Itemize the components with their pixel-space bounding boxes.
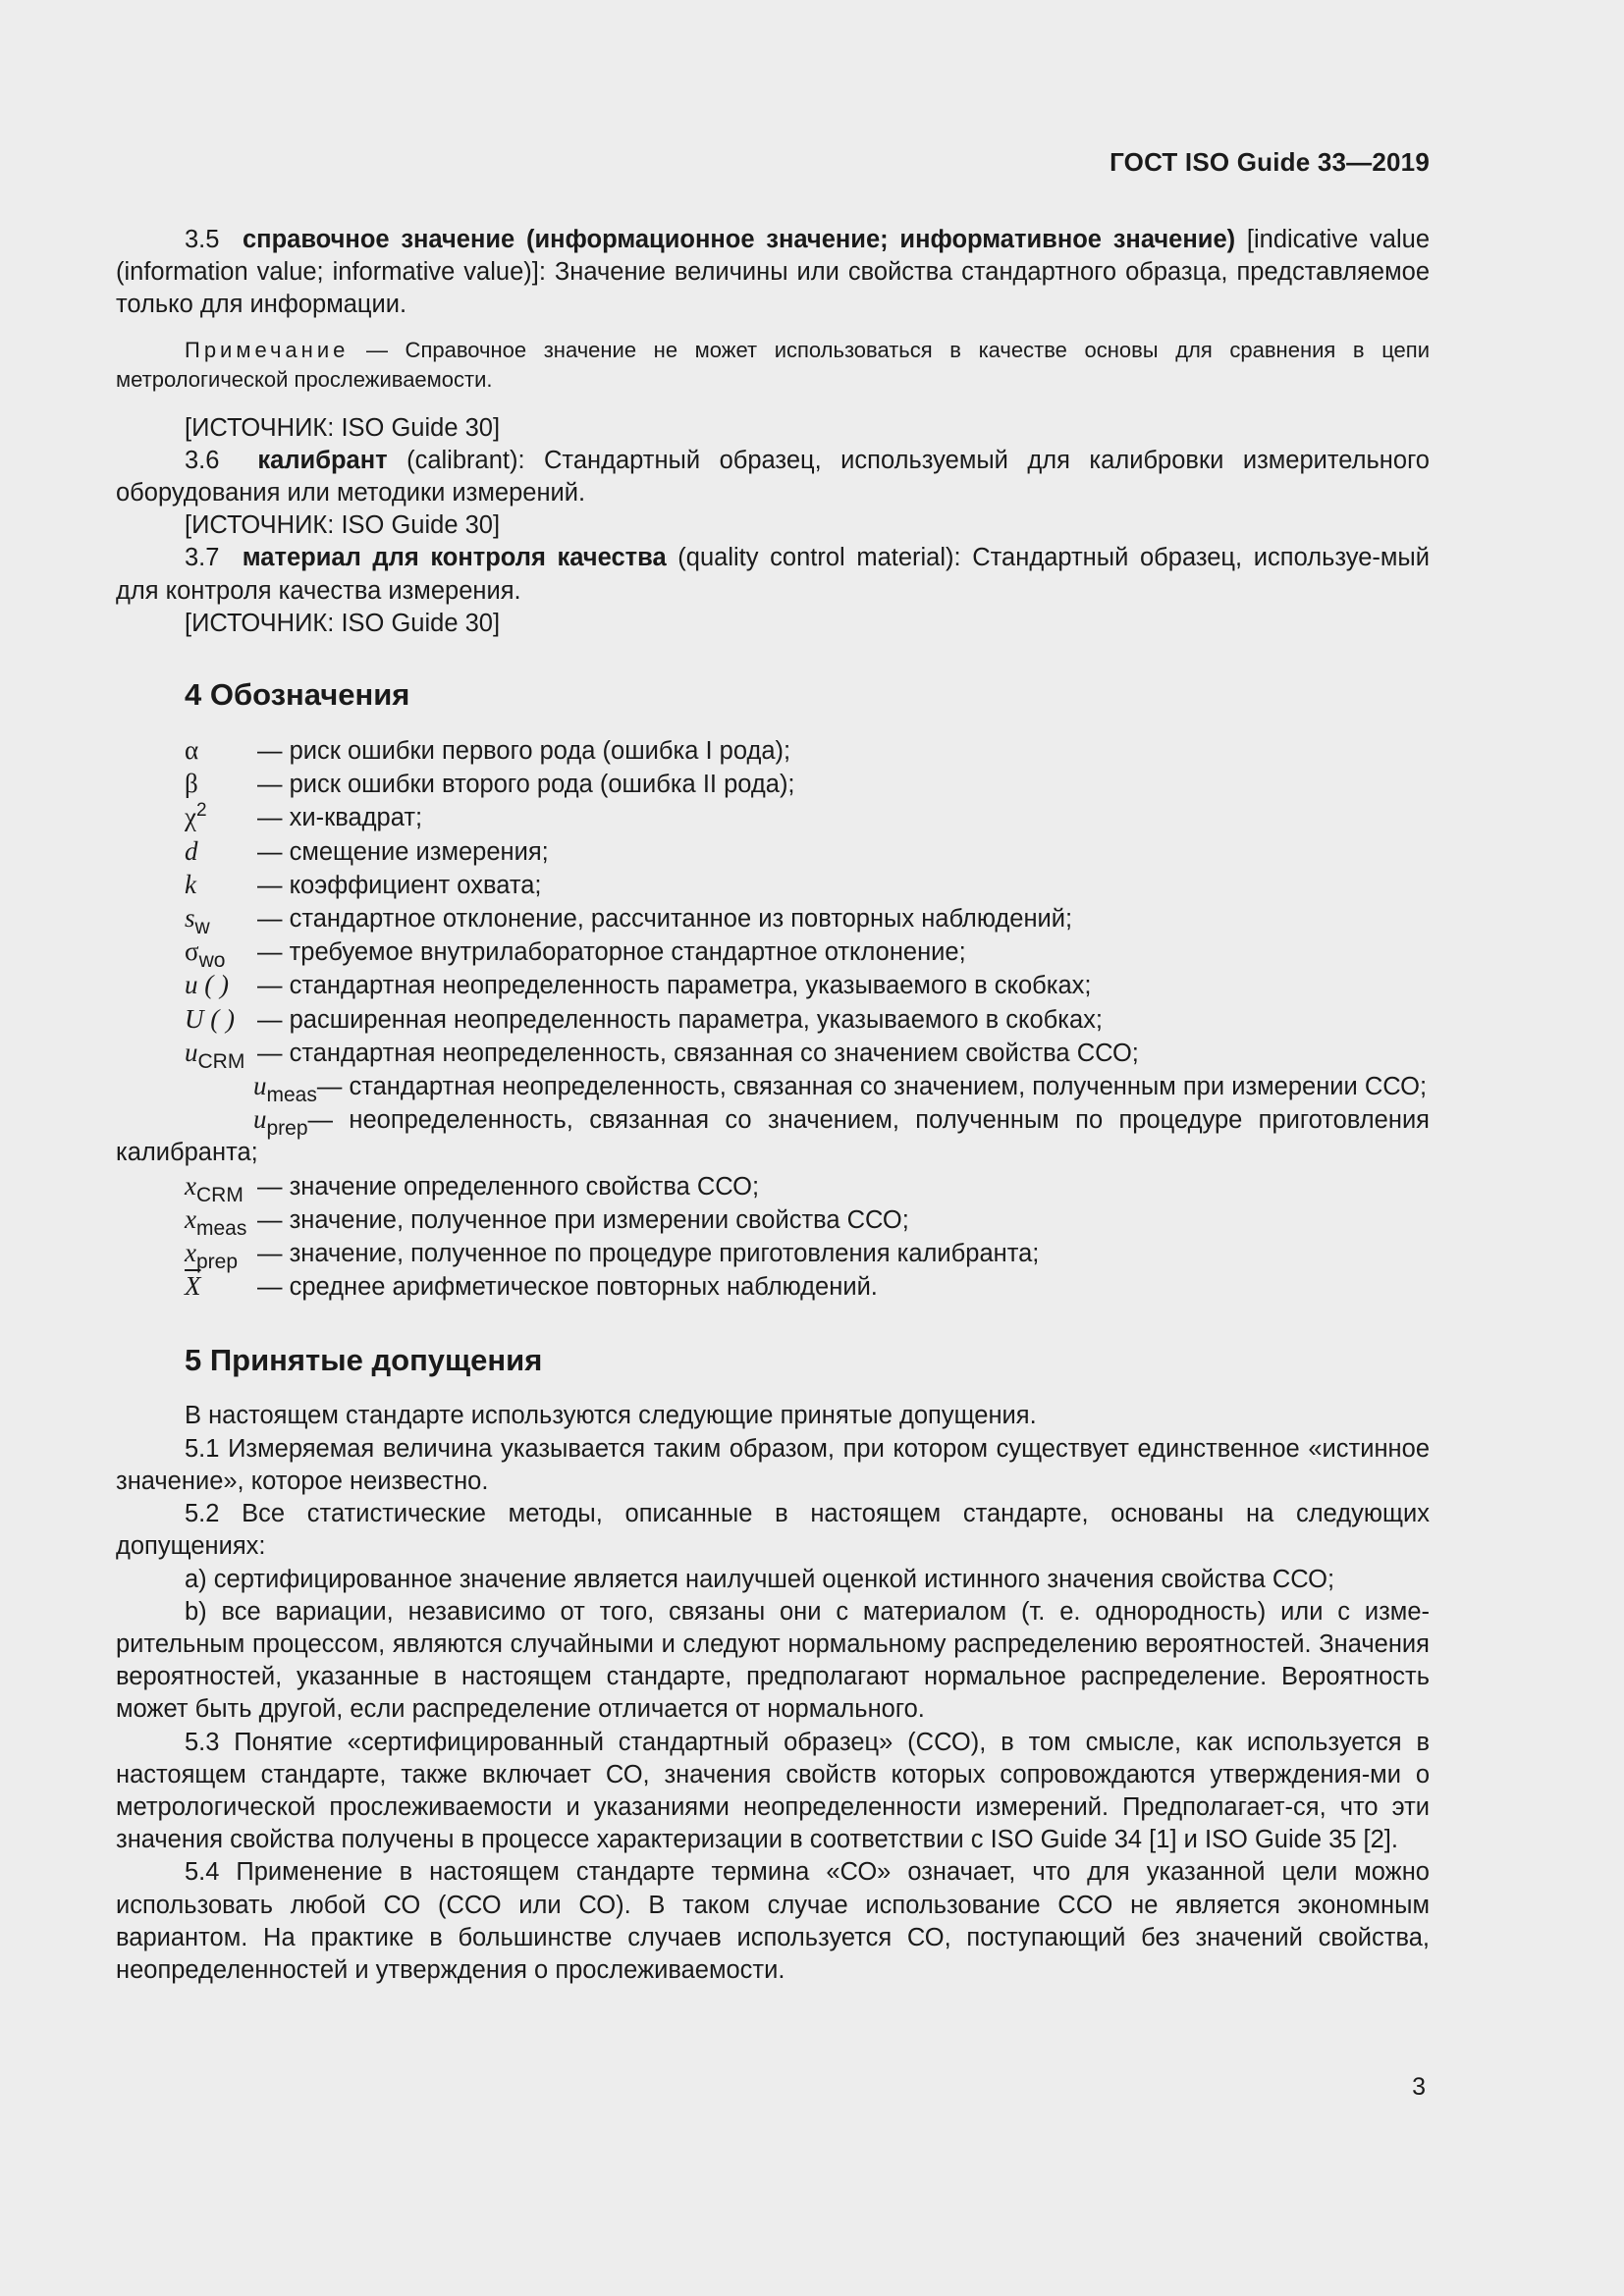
note-text: — Справочное значение не может использоваться в качестве основы для сравнения в цепи метрологической прослеживаемости. bbox=[116, 337, 1430, 392]
symbol-description: — стандартное отклонение, рассчитанное из повторных наблюдений; bbox=[257, 905, 1073, 934]
section-4-heading: 4 Обозначения bbox=[185, 677, 410, 713]
symbol-description: — смещение измерения; bbox=[257, 837, 549, 866]
symbol-base: x bbox=[185, 1238, 196, 1268]
symbol-base: u ( ) bbox=[185, 970, 229, 1000]
symbol bbox=[185, 969, 257, 1001]
symbol-description: — риск ошибки первого рода (ошибка I рода); bbox=[257, 737, 791, 766]
symbol-description: — значение, полученное по процедуре приготовления калибранта; bbox=[257, 1240, 1040, 1268]
symbol-description: — неопределенность, связанная со значением, полученным по процедуре приготовления калибранта; bbox=[116, 1106, 1430, 1167]
source-reference: [ИСТОЧНИК: ISO Guide 30] bbox=[185, 511, 501, 540]
symbol-base: u bbox=[253, 1104, 267, 1135]
symbol-description: — значение, полученное при измерении свойства ССО; bbox=[257, 1205, 909, 1234]
definition-3-7 bbox=[116, 542, 1430, 607]
page-number: 3 bbox=[1412, 2073, 1426, 2101]
source-reference: [ИСТОЧНИК: ISO Guide 30] bbox=[185, 413, 501, 442]
definition-text: [indicative value (information value; informative value)]: Значение величины или свойства стандартного образца, представляемое только для информации. bbox=[116, 226, 1430, 319]
symbol-row bbox=[116, 1170, 1430, 1206]
symbol-row bbox=[116, 1270, 1430, 1304]
symbol-base: k bbox=[185, 869, 196, 899]
symbol bbox=[185, 1037, 257, 1073]
symbol-base: σ bbox=[185, 936, 199, 967]
symbol-base: d bbox=[185, 835, 198, 866]
definition-number: 3.5 bbox=[185, 226, 220, 253]
symbol-base: u bbox=[253, 1071, 267, 1101]
symbol bbox=[185, 1237, 257, 1274]
symbol-description: — значение определенного свойства ССО; bbox=[257, 1172, 760, 1201]
symbol bbox=[185, 1170, 257, 1206]
section-5-paragraph: В настоящем стандарте используются следующие принятые допущения. bbox=[185, 1402, 1037, 1430]
section-5-body bbox=[116, 1400, 1430, 1987]
section-5-heading: 5 Принятые допущения bbox=[185, 1343, 543, 1378]
symbol-row bbox=[116, 869, 1430, 902]
symbol-subscript: w bbox=[194, 916, 210, 939]
section-5-paragraph: 5.1 Измеряемая величина указывается таким образом, при котором существует единственное «истинное значение», которое неизвестно. bbox=[116, 1434, 1430, 1495]
symbol-row bbox=[116, 835, 1430, 869]
symbol-base: β bbox=[185, 769, 198, 799]
definition-3-5 bbox=[116, 224, 1430, 322]
symbol-row bbox=[116, 1070, 1430, 1107]
symbol-row bbox=[116, 801, 1430, 834]
symbol-base: U ( ) bbox=[185, 1003, 235, 1034]
symbol-description: — хи-квадрат; bbox=[257, 804, 423, 832]
symbol-description: — стандартная неопределенность, связанная со значением свойства ССО; bbox=[257, 1039, 1139, 1067]
symbol-subscript: prep bbox=[266, 1117, 308, 1141]
source-reference: [ИСТОЧНИК: ISO Guide 30] bbox=[185, 609, 501, 637]
symbol bbox=[185, 935, 257, 973]
symbol-row bbox=[116, 969, 1430, 1002]
symbol-base: χ bbox=[185, 802, 196, 832]
symbol-description: — стандартная неопределенность, связанная со значением, полученным при измерении ССО; bbox=[316, 1073, 1428, 1101]
symbol-subscript: wo bbox=[198, 949, 226, 973]
symbol bbox=[185, 1003, 257, 1036]
symbol-description: — стандартная неопределенность параметра, указываемого в скобках; bbox=[257, 972, 1092, 1000]
section-5-paragraph: a) сертифицированное значение является наилучшей оценкой истинного значения свойства ССО; bbox=[185, 1565, 1335, 1593]
symbol bbox=[185, 1203, 257, 1240]
document-body bbox=[116, 224, 1430, 1987]
symbol-row bbox=[116, 1003, 1430, 1037]
definition-number: 3.6 bbox=[185, 446, 220, 474]
symbol bbox=[185, 801, 257, 833]
definition-3-6 bbox=[116, 445, 1430, 509]
symbol-row bbox=[116, 902, 1430, 939]
symbol bbox=[185, 734, 257, 767]
symbol bbox=[185, 1103, 308, 1141]
symbol-description: — расширенная неопределенность параметра, указываемого в скобках; bbox=[257, 1005, 1103, 1034]
symbol-superscript: 2 bbox=[195, 800, 207, 822]
symbol bbox=[185, 835, 257, 868]
symbol-base: $\overline{X}$ bbox=[185, 1271, 201, 1302]
symbol-subscript: CRM bbox=[197, 1049, 245, 1073]
definition-term: материал для контроля качества bbox=[242, 544, 667, 572]
definition-text: (calibrant): Стандартный образец, используемый для калибровки измерительного оборудования или методики измерений. bbox=[116, 446, 1430, 507]
symbol-base: α bbox=[185, 735, 199, 766]
symbol-base: u bbox=[185, 1037, 198, 1067]
section-5-paragraph: 5.2 Все статистические методы, описанные в настоящем стандарте, основаны на следующих допущениях: bbox=[116, 1500, 1430, 1561]
symbol-base: x bbox=[185, 1203, 196, 1234]
note-label: Примечание bbox=[185, 337, 350, 362]
symbol-subscript: prep bbox=[195, 1251, 239, 1274]
document-header: ГОСТ ISO Guide 33—2019 bbox=[1110, 147, 1430, 177]
symbol-row bbox=[116, 734, 1430, 768]
symbol-description: — коэффициент охвата; bbox=[257, 871, 542, 899]
symbol-row bbox=[116, 1203, 1430, 1240]
symbol-base: x bbox=[185, 1170, 196, 1201]
symbol-description: — требуемое внутрилабораторное стандартное отклонение; bbox=[257, 938, 966, 967]
definition-text: (quality control material): Стандартный образец, используе-мый для контроля качества измерения. bbox=[116, 544, 1431, 605]
note bbox=[116, 336, 1430, 395]
symbol bbox=[185, 902, 257, 939]
symbols-list bbox=[116, 734, 1430, 1304]
symbol bbox=[185, 1070, 317, 1107]
symbol-row bbox=[116, 1103, 1430, 1169]
symbol-description: — риск ошибки второго рода (ошибка II рода); bbox=[257, 771, 795, 799]
symbol-row bbox=[116, 1037, 1430, 1073]
definition-term: калибрант bbox=[257, 446, 388, 474]
symbol-row bbox=[116, 935, 1430, 973]
symbol bbox=[185, 869, 257, 901]
symbol-subscript: meas bbox=[266, 1084, 317, 1107]
definition-term: справочное значение (информационное значение; информативное значение) bbox=[242, 226, 1236, 253]
definition-number: 3.7 bbox=[185, 544, 220, 572]
symbol-base: s bbox=[185, 903, 195, 934]
section-5-paragraph: 5.4 Применение в настоящем стандарте термина «СО» означает, что для указанной цели можно использовать любой СО (ССО или СО). В таком случае использование ССО не является экономным вариантом. На практике в большинстве случаев используется СО, поступающий без значений свойства, неопределенностей и утверждения о прослеживаемости. bbox=[116, 1858, 1430, 1984]
section-5-paragraph: b) все вариации, независимо от того, связаны они с материалом (т. е. однородность) или с изме-рительным процессом, являются случайными и следуют нормальному распределению вероятностей. Значения вероятностей, указанные в настоящем стандарте, предполагают нормальное распределение. Вероятность может быть другой, если распределение отличается от нормального. bbox=[116, 1597, 1430, 1724]
symbol-subscript: CRM bbox=[195, 1183, 244, 1206]
symbol-row bbox=[116, 768, 1430, 801]
section-5-paragraph: 5.3 Понятие «сертифицированный стандартный образец» (ССО), в том смысле, как используется в настоящем стандарте, также включает СО, значения свойств которых сопровождаются утверждения-ми о метрологической прослеживаемости и указаниями неопределенности измерений. Предполагает-ся, что эти значения свойства получены в процессе характеризации в соответствии с ISO Guide 34 [1] и ISO Guide 35 [2]. bbox=[116, 1728, 1430, 1854]
symbol bbox=[185, 768, 257, 800]
symbol-subscript: meas bbox=[195, 1216, 247, 1240]
symbol-row bbox=[116, 1237, 1430, 1274]
symbol-description: — среднее арифметическое повторных наблюдений. bbox=[257, 1273, 878, 1302]
symbol bbox=[185, 1270, 257, 1303]
